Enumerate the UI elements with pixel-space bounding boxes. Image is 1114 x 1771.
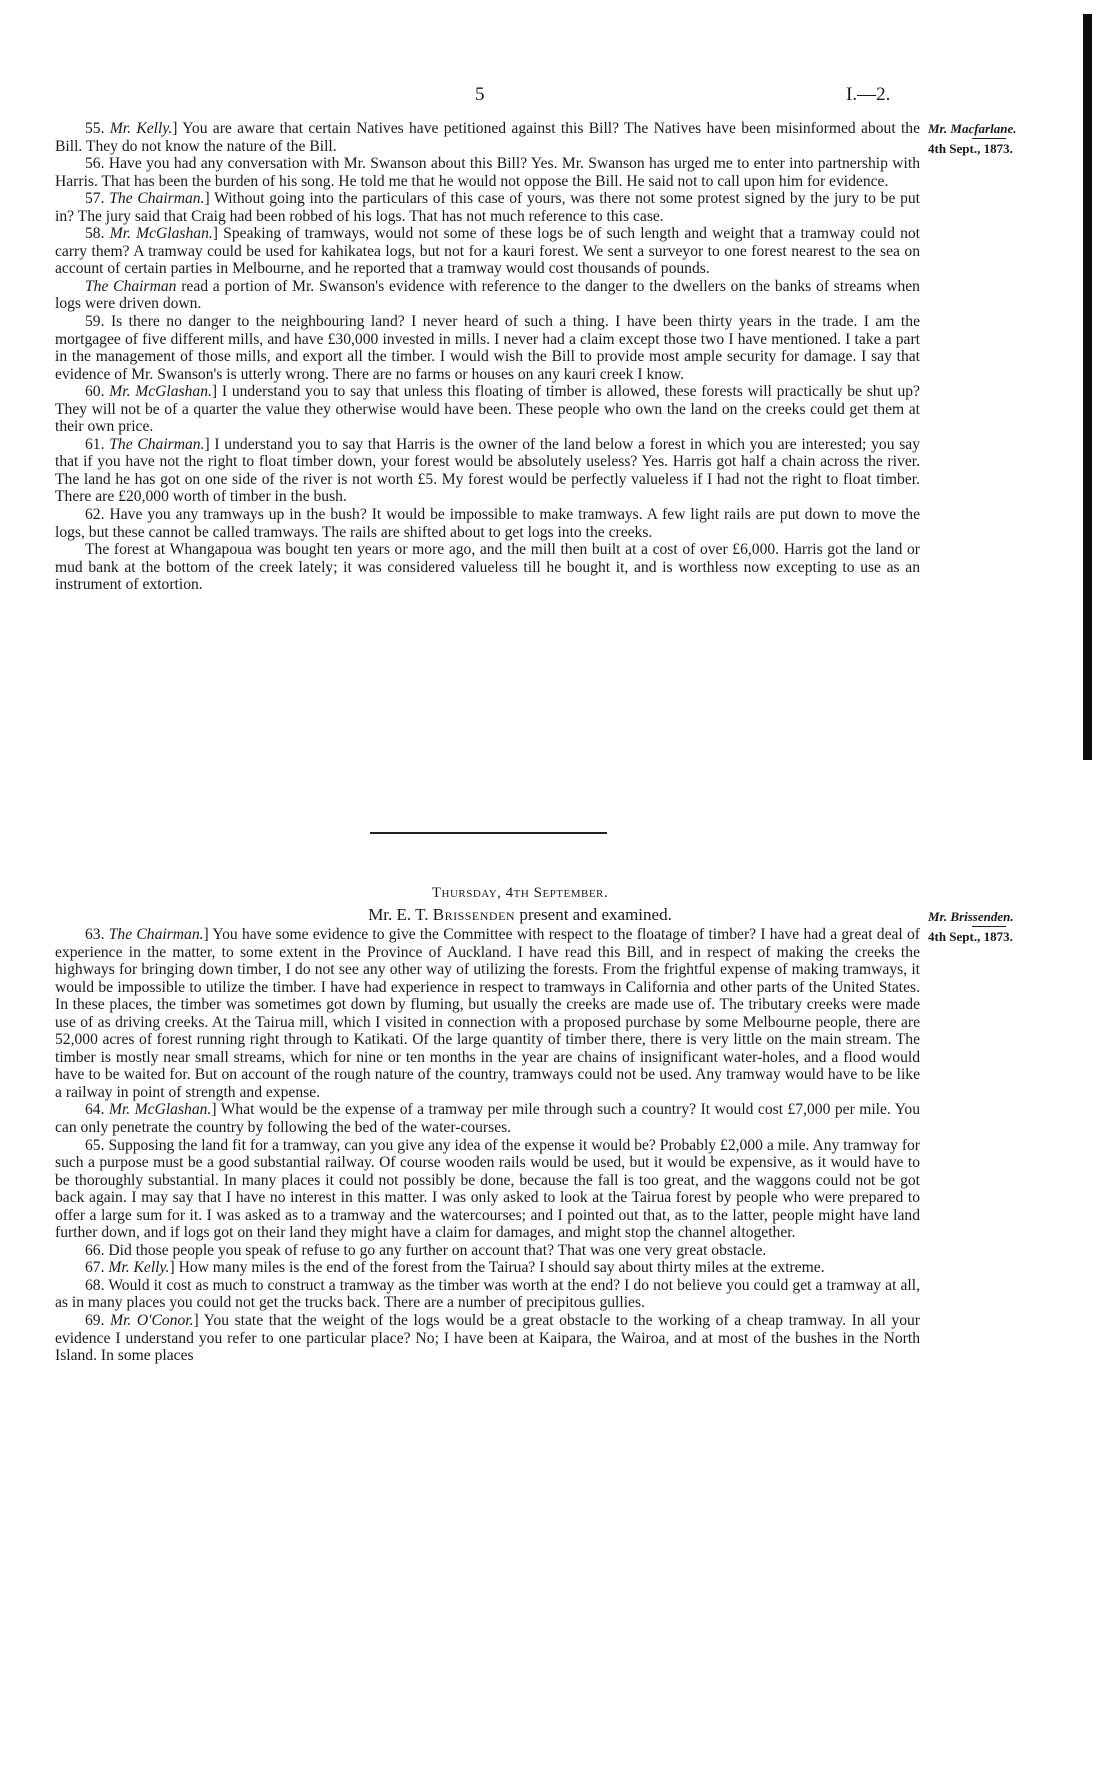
- witness-heading: Mr. E. T. Brissenden present and examined.: [368, 905, 672, 924]
- closing-paragraph: The forest at Whangapoua was bought ten years or more ago, and the mill then built at a cost of over £6,000. Harris got the land or mud bank at the bottom of the creek lately; it was considered valueless till he bought it, and is worthless now excepting to use as an instrument of extortion.: [55, 541, 920, 594]
- page-header: [0, 84, 1114, 108]
- question-69: 69. Mr. O'Conor.] You state that the weight of the logs would be a great obstacle to the working of a cheap tramway. In all your evidence I understand you refer to one particular place? No; I have been at Kaipara, the Wairoa, and at most of the bushes in the North Island. In some places: [55, 1312, 920, 1365]
- question-62: 62. Have you any tramways up in the bush? It would be impossible to make tramways. A few light rails are put down to move the logs, but these cannot be called tramways. The rails are shifted about to get logs into the creeks.: [55, 506, 920, 541]
- document-reference: I.—2.: [846, 84, 891, 105]
- question-56: 56. Have you had any conversation with Mr. Swanson about this Bill? Yes. Mr. Swanson has urged me to enter into partnership with Harris. That has been the burden of his song. He told me that he would not oppose the Bill. He said not to call upon him for evidence.: [55, 155, 920, 190]
- page-number: 5: [475, 84, 485, 105]
- margin-note-date: 4th Sept., 1873.: [928, 929, 1013, 944]
- question-57: 57. The Chairman.] Without going into the particulars of this case of yours, was there not some protest signed by the jury to be put in? The jury said that Craig had been robbed of his logs. That has not much reference to this case.: [55, 190, 920, 225]
- margin-note-name: Mr. Brissenden.: [928, 909, 1014, 924]
- question-64: 64. Mr. McGlashan.] What would be the expense of a tramway per mile through such a country? It would cost £7,000 per mile. You can only penetrate the country by following the bed of the water-courses.: [55, 1101, 921, 1137]
- question-58: 58. Mr. McGlashan.] Speaking of tramways, would not some of these logs be of such length and weight that a tramway could not carry them? A tramway could be used for kahikatea logs, but not for a kauri forest. We sent a surveyor to one forest nearest to the sea on account of certain parties in Melbourne, and he reported that a tramway would cost thousands of pounds.: [55, 225, 920, 278]
- question-59: 59. Is there no danger to the neighbouring land? I never heard of such a thing. I have been thirty years in the trade. I am the mortgagee of five different mills, and have £30,000 invested in mills. I never had a claim except those two I have mentioned. I take a part in the management of those mills, and export all the timber. I would wish the Bill to provide most ample security for damage. I say that evidence of Mr. Swanson's is utterly wrong. There are no farms or houses on any kauri creek I know.: [55, 313, 920, 383]
- question-67: 67. Mr. Kelly.] How many miles is the end of the forest from the Tairua? I should say about thirty miles at the extreme.: [85, 1259, 825, 1277]
- margin-note-divider: [972, 138, 1006, 139]
- evidence-section-1: [55, 120, 920, 594]
- chairman-note: The Chairman read a portion of Mr. Swanson's evidence with reference to the danger to the dwellers on the banks of streams when logs were driven down.: [55, 277, 920, 313]
- day-heading: Thursday, 4th September.: [431, 885, 609, 901]
- question-68: 68. Would it cost as much to construct a tramway as the timber was worth at the end? I do not believe you could get a tramway at all, as in many places you could not get the trucks back. There are a number of precipitous gullies.: [55, 1276, 920, 1312]
- question-55: 55. Mr. Kelly.] You are aware that certain Natives have petitioned against this Bill? The Natives have been misinformed about the Bill. They do not know the nature of the Bill.: [55, 120, 921, 155]
- margin-note-name: Mr. Macfarlane.: [928, 121, 1017, 136]
- evidence-section-2: [55, 926, 920, 1365]
- question-65: 65. Supposing the land fit for a tramway, can you give any idea of the expense it would be? Probably £2,000 a mile. Any tramway for such a purpose must be a good substantial railway. Of course wooden rails would be used, but it would be expensive, as it would have to be thoroughly substantial. In many places it could not possibly be done, because the fall is too great, and the waggons could not be got back again. I may say that I have no interest in this matter. I was only asked to look at the Tairua forest by people who were prepared to offer a large sum for it. I was asked as to a tramway and the watercourses; and I pointed out that, as to the latter, people might have land further down, and if logs got on their land they might have a claim for damages, and might stop the channel altogether.: [55, 1136, 920, 1242]
- margin-note-divider: [972, 926, 1006, 927]
- section-divider: [370, 832, 607, 834]
- question-66: 66. Did those people you speak of refuse to go any further on account that? That was one very great obstacle.: [85, 1241, 767, 1259]
- margin-note-witness-2: [928, 908, 1078, 945]
- question-63: 63. The Chairman.] You have some evidence to give the Committee with respect to the floatage of timber? I have had a great deal of experience in the matter, to some extent in the Province of Auckland. I have read this Bill, and in respect of making the creeks the highways for bringing down timber, I do not see any other way of utilizing the forests. From the frightful expense of making tramways, it would be impossible to utilize the timber. I have had experience in respect to tramways in California and other parts of the United States. In these places, the timber was sometimes got down by fluming, but usually the creeks are made use of. The tributary creeks were made use of as driving creeks. At the Tairua mill, which I visited in connection with a proposed purchase by some Melbourne people, there are 52,000 acres of forest running right through to Katikati. Of the large quantity of timber there, there is very little on the main stream. The timber is mostly near small streams, which for nine or ten months in the year are chains of insignificant water-holes, and a flood would have to be waited for. But on account of the rough nature of the country, tramways could not be used. Any tramway would have to be like a railway in point of strength and expense.: [55, 926, 920, 1101]
- question-60: 60. Mr. McGlashan.] I understand you to say that unless this floating of timber is allowed, these forests will practically be shut up? They will not be of a quarter the value they otherwise would have been. These people who own the land on the creeks could get them at their own price.: [55, 383, 920, 436]
- margin-note-witness-1: [928, 120, 1078, 157]
- page-edge-bar: [1083, 14, 1092, 760]
- question-61: 61. The Chairman.] I understand you to say that Harris is the owner of the land below a forest in which you are interested; you say that if you have not the right to float timber down, your forest would be absolutely useless? Yes. Harris got half a chain across the river. The land he has got on one side of the river is not worth £5. My forest would be perfectly valueless if I had not the right to float timber. There are £20,000 worth of timber in the bush.: [55, 435, 920, 506]
- margin-note-date: 4th Sept., 1873.: [928, 141, 1013, 156]
